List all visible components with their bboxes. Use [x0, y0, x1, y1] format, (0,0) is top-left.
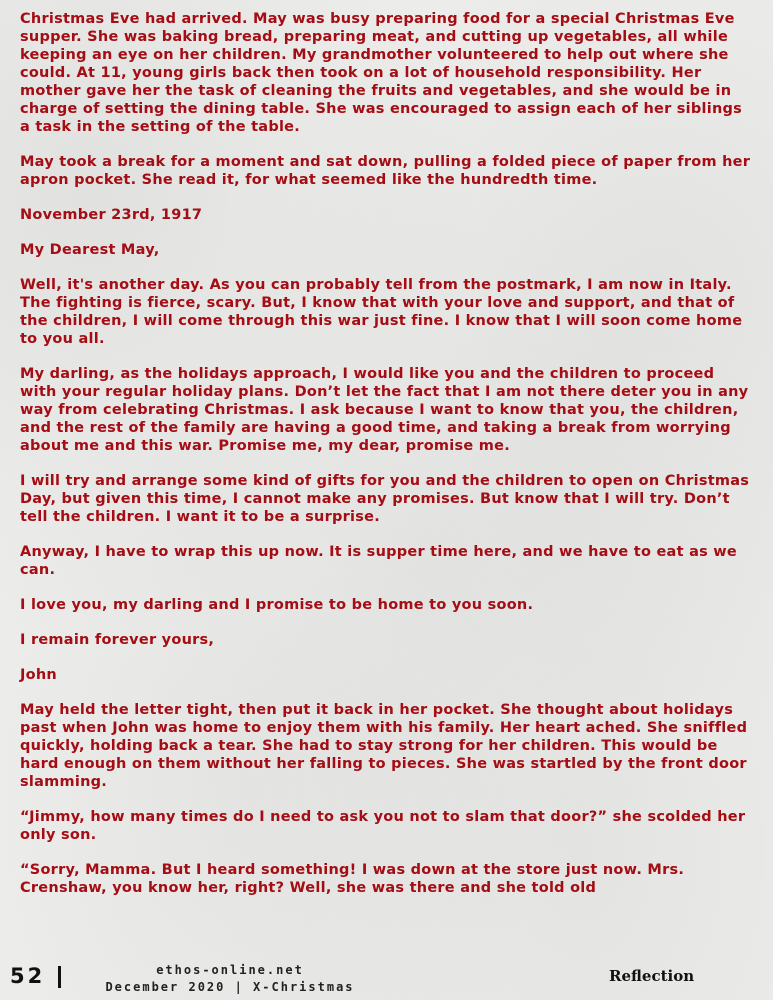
letter-closing: I remain forever yours,: [20, 632, 215, 648]
section-title: Reflection: [609, 967, 695, 985]
footer-site: ethos-online.net: [156, 963, 304, 977]
letter-paragraph: I love you, my darling and I promise to be home to you soon.: [20, 597, 534, 613]
letter-salutation: My Dearest May,: [20, 242, 160, 258]
story-paragraph: May held the letter tight, then put it back in her pocket. She thought about holidays past when John was home to enjoy them with his family. Her heart ached. She sniffled quickly, holding back a tear. She had to stay strong for her children. This would be hard enough on them without her falling to pieces. She was startled by the front door slamming.: [20, 702, 748, 790]
page-number: 52: [10, 964, 46, 988]
story-paragraph: May took a break for a moment and sat down, pulling a folded piece of paper from her apron pocket. She read it, for what seemed like the hundredth time.: [20, 154, 751, 188]
story-paragraph: Christmas Eve had arrived. May was busy preparing food for a special Christmas Eve supper. She was baking bread, preparing meat, and cutting up vegetables, all while keeping an eye on her children. My grandmother volunteered to help out where she could. At 11, young girls back then took on a lot of household responsibility. Her mother gave her the task of cleaning the fruits and vegetables, and she would be in charge of setting the dining table. She was encouraged to assign each of her siblings a task in the setting of the table.: [20, 11, 743, 135]
letter-paragraph: My darling, as the holidays approach, I would like you and the children to proceed with your regular holiday plans. Don’t let the fact that I am not there deter you in any way from celebrating Christmas. I ask because I want to know that you, the children, and the rest of the family are having a good time, and taking a break from worrying about me and this war. Promise me, my dear, promise me.: [20, 366, 749, 454]
story-paragraph: “Jimmy, how many times do I need to ask you not to slam that door?” she scolded her only son.: [20, 809, 746, 843]
letter-paragraph: Well, it's another day. As you can probably tell from the postmark, I am now in Italy. The fighting is fierce, scary. But, I know that with your love and support, and that of the children, I will come through this war just fine. I know that I will soon come home to you all.: [20, 277, 743, 347]
letter-signature: John: [20, 667, 58, 683]
letter-paragraph: I will try and arrange some kind of gifts for you and the children to open on Christmas Day, but given this time, I cannot make any promises. But know that I will try. Don’t tell the children. I want it to be a surprise.: [20, 473, 750, 525]
story-body: [20, 10, 755, 914]
letter-date: November 23rd, 1917: [20, 207, 203, 223]
story-paragraph: “Sorry, Mamma. But I heard something! I was down at the store just now. Mrs. Crenshaw, you know her, right? Well, she was there and she told old: [20, 862, 685, 896]
footer-issue: December 2020 | X-Christmas: [105, 980, 355, 994]
footer-divider: [58, 966, 61, 988]
letter-paragraph: Anyway, I have to wrap this up now. It is supper time here, and we have to eat as we can.: [20, 544, 738, 578]
